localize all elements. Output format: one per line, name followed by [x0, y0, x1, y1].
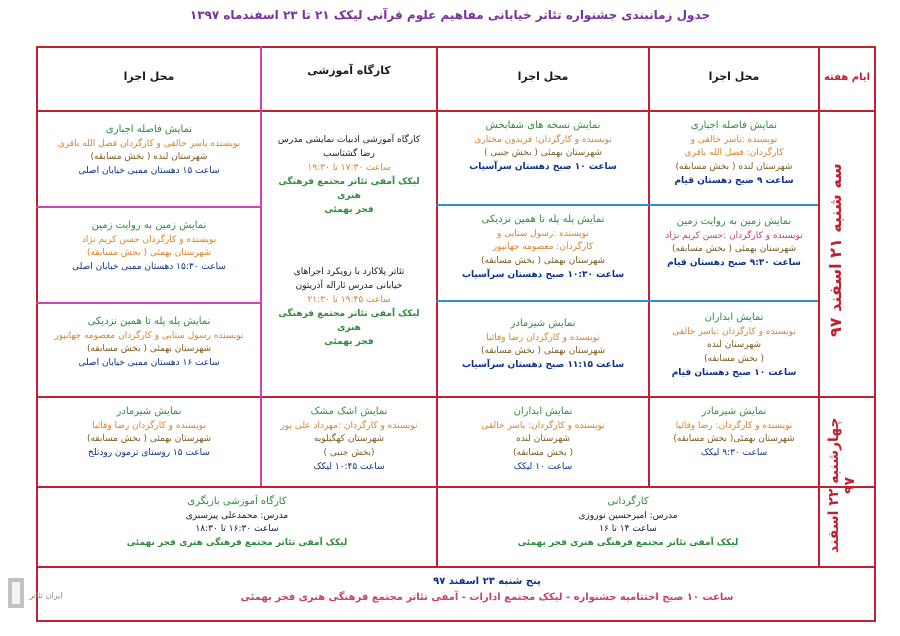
header-col4: محل اجرا [123, 70, 175, 83]
c2-sub-2 [436, 300, 648, 302]
event-cell: نمایش زمین به روایت زمین نویسنده و کارگردان حسن کریم نژاد شهرستان بهمئی ( بخش مسابقه) ساعت ۱۵:۳۰ دهستان ممبی خیابان اصلی [72, 220, 226, 273]
event-cell: نمایش ابداران نویسنده و کارگردان: یاسر خالقی شهرستان لنده ( بخش مسابقه) ساعت ۱۰ لیکک [481, 406, 605, 473]
header-col2: محل اجرا [517, 70, 569, 83]
frame-top [36, 46, 876, 48]
event-cell: نمایش فاصله اجباری نویسنده :یاسر خالقی و کارگردان: فضل الله باقری شهرستان لنده ( بخش مسابقه) ساعت ۹ صبح دهستان قیام [674, 120, 794, 187]
event-cell: نمایش پله پله تا همین نزدیکی نویسنده رسول ستایی و کارگردان معصومه جهانپور شهرستان بهمئی ( بخش مسابقه) ساعت ۱۶ دهستان ممبی خیابان اصلی [54, 316, 244, 369]
workshop-cell: کارگاه آموزشی بازیگری مدرس: محمدعلی پیرسبزی ساعت ۱۶:۳۰ تا ۱۸:۳۰ لیکک آمفی تئاتر مجتمع فرهنگی هنری فجر بهمئی [126, 496, 348, 549]
day-label-tuesday: سه شنبه ۲۱ اسفند ۹۷ [826, 163, 845, 337]
row2-bottom [36, 486, 876, 488]
workshop-cell: کارگاه آموزشی ادبیات نمایشی مدرس رضا گشتاسب ساعت ۱۷:۳۰ تا ۱۹:۳۰ لیکک آمفی تئاتر مجتمع فرهنگی هنری فجر بهمئی [277, 135, 421, 215]
svg-text:ایران تئاتر: ایران تئاتر [29, 591, 62, 600]
event-cell: نمایش شیرمادر نویسنده و کارگردان: رضا وفائیا شهرستان بهمئی( بخش مسابقه) ساعت ۹:۳۰ لیکک [673, 406, 795, 459]
header-days: ایام هفته [823, 72, 871, 83]
logo-icon [6, 572, 62, 622]
day-col-sep [818, 46, 820, 566]
c4-sub-2 [36, 302, 260, 304]
day-label-wednesday: چهارشنبه ۲۲ اسفند ۹۷ [826, 417, 858, 553]
row1-bottom [36, 396, 876, 398]
header-col3: کارگاه آموزشی [307, 64, 391, 77]
workshop-cell: کارگردانی مدرس: امیرحسین نوروزی ساعت ۱۴ تا ۱۶ لیکک آمفی تئاتر مجتمع فرهنگی هنری فجر بهمئی [517, 496, 739, 549]
closing-ceremony: پنج شنبه ۲۳ اسفند ۹۷ ساعت ۱۰ صبح اختتامیه جشنواره - لیکک مجتمع ادارات - آمفی تئاتر مجتمع فرهنگی هنری فجر بهمئی [240, 576, 734, 603]
header-bottom [36, 110, 876, 112]
c1-sub-1 [648, 204, 818, 206]
event-cell: نمایش فاصله اجباری نویسنده یاسر خالقی و کارگردان فضل الله باقری شهرستان لنده ( بخش مسابقه) ساعت ۱۵ دهستان ممبی خیابان اصلی [57, 124, 241, 177]
header-col1: محل اجرا [708, 70, 760, 83]
page-title: جدول زمانبندی جشنواره تئاتر خیابانی مفاهیم علوم قرآنی لیکک ۲۱ تا ۲۳ اسفندماه ۱۳۹۷ [189, 8, 711, 22]
event-cell: نمایش ابداران نویسنده و کارگردان :یاسر خالقی شهرستان لنده ( بخش مسابقه) ساعت ۱۰ صبح دهستان قیام [671, 312, 797, 379]
event-cell: نمایش شیرمادر نویسنده و کارگردان رضا وفائیا شهرستان بهمئی ( بخش مسابقه) ساعت ۱۱:۱۵ صبح دهستان سرآسیاب [461, 318, 625, 371]
event-cell: نمایش زمین به روایت زمین نویسنده و کارگردان :حسن کریم نژاد شهرستان بهمئی ( بخش مسابقه) ساعت ۹:۳۰ صبح دهستان قیام [665, 216, 803, 269]
c4-sub-1 [36, 206, 260, 208]
event-cell: نمایش اشک مشک نویسنده و کارگردان :مهرداد علی پور شهرستان کهگیلویه (بخش جنبی ) ساعت ۱۰:۴۵ لیکک [280, 406, 418, 473]
event-cell: نمایش شیرمادر نویسنده و کارگردان رضا وفائیا شهرستان بهمئی ( بخش مسابقه) ساعت ۱۵ روستای ترمون رودتلخ [86, 406, 212, 459]
event-cell: نمایش پله پله تا همین نزدیکی نویسنده :رسول ستایی و کارگردان: معصومه جهانپور شهرستان بهمئی ( بخش مسابقه) ساعت ۱۰:۳۰ صبح دهستان سرآسیاب [461, 214, 625, 281]
c1-sub-2 [648, 300, 818, 302]
frame-bottom [36, 620, 876, 622]
c2-sub-1 [436, 204, 648, 206]
workshop-cell: تئاتر پلاکارد با رویکرد اجراهای خیابانی مدرس ثاراله آذریتون ساعت ۱۹:۴۵ تا ۲۱:۳۰ لیکک آمفی تئاتر مجتمع فرهنگی هنری فجر بهمئی [278, 267, 420, 347]
iran-theater-logo [6, 572, 62, 622]
frame-right [874, 46, 876, 622]
row3-bottom [36, 566, 876, 568]
event-cell: نمایش نسخه های شفابخش نویسنده و کارگردان: فریدون مختاری شهرستان بهمئی ( بخش جنبی ) ساعت ۱۰ صبح دهستان سرآسیاب [469, 120, 617, 173]
